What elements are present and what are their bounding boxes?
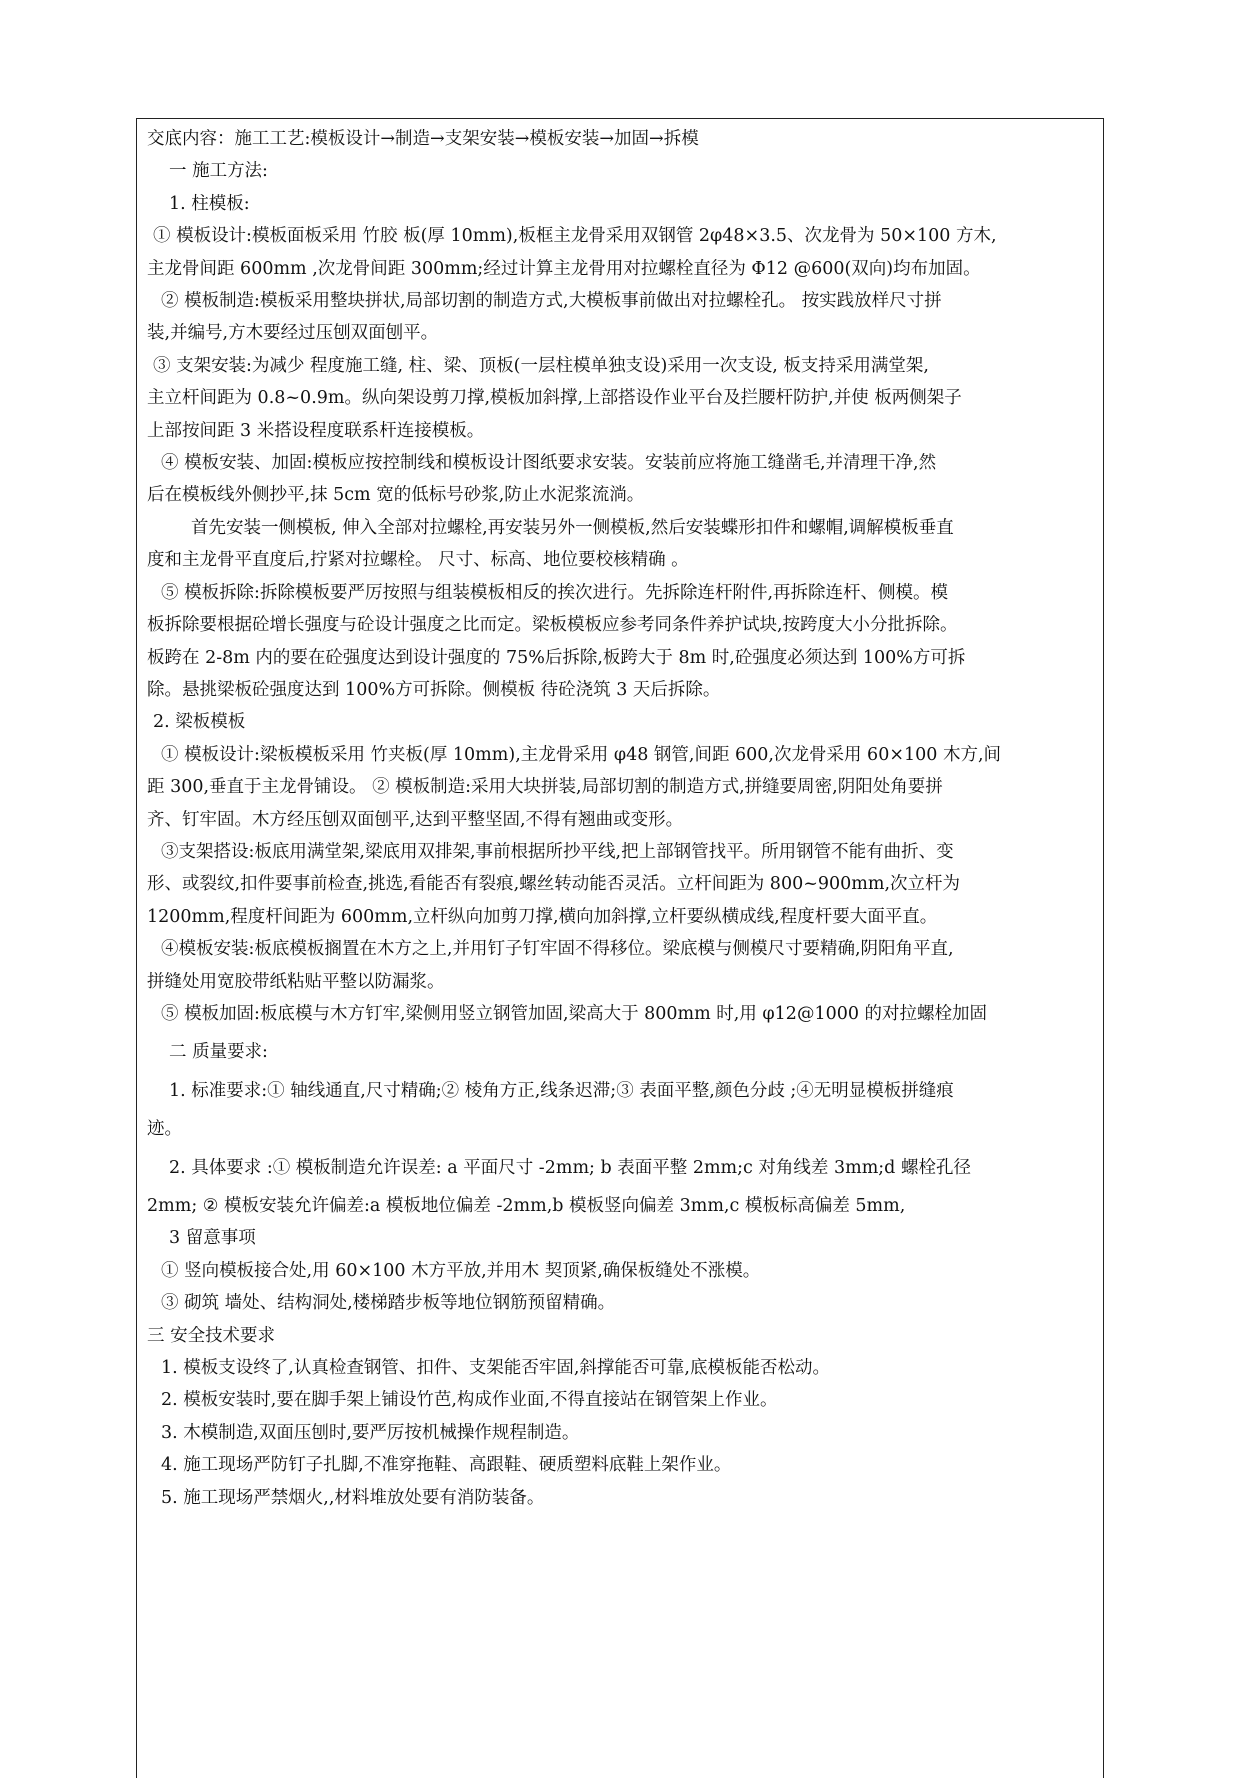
list-item: 5. 施工现场严禁烟火,,材料堆放处要有消防装备。 (161, 1487, 545, 1508)
subsection-heading: 3 留意事项 (169, 1228, 256, 1249)
paragraph-line: 后在模板线外侧抄平,抹 5cm 宽的低标号砂浆,防止水泥浆流淌。 (147, 485, 645, 506)
paragraph-line: 除。悬挑梁板砼强度达到 100%方可拆除。侧模板 待砼浇筑 3 天后拆除。 (147, 679, 721, 700)
paragraph-line: 板拆除要根据砼增长强度与砼设计强度之比而定。梁板模板应参考同条件养护试块,按跨度大小分批拆除。 (147, 615, 958, 636)
paragraph-line: 2. 具体要求 :① 模板制造允许误差: a 平面尺寸 -2mm; b 表面平整 2mm;c 对角线差 3mm;d 螺栓孔径 (169, 1157, 971, 1178)
paragraph-line: ① 模板设计:梁板模板采用 竹夹板(厚 10mm),主龙骨采用 φ48 钢管,间距 600,次龙骨采用 60×100 木方,间 (161, 744, 1002, 765)
list-item: 1. 模板支设终了,认真检查钢管、扣件、支架能否牢固,斜撑能否可靠,底模板能否松动。 (161, 1358, 830, 1379)
paragraph-line: 度和主龙骨平直度后,拧紧对拉螺栓。 尺寸、标高、地位要校核精确 。 (147, 550, 689, 571)
paragraph-line: 首先安装一侧模板, 伸入全部对拉螺栓,再安装另外一侧模板,然后安装蝶形扣件和螺帽,调解模板垂直 (191, 517, 954, 538)
subsection-heading: 1. 柱模板: (169, 193, 250, 214)
paragraph-line: 主龙骨间距 600mm ,次龙骨间距 300mm;经过计算主龙骨用对拉螺栓直径为 Φ12 @600(双向)均布加固。 (147, 258, 981, 279)
paragraph-line: ① 模板设计:模板面板采用 竹胶 板(厚 10mm),板框主龙骨采用双钢管 2φ48×3.5、次龙骨为 50×100 方木, (153, 226, 997, 247)
paragraph-line: ④模板安装:板底模板搁置在木方之上,并用钉子钉牢固不得移位。梁底模与侧模尺寸要精确,阴阳角平直, (161, 939, 954, 960)
paragraph-line: ④ 模板安装、加固:模板应按控制线和模板设计图纸要求安装。安装前应将施工缝凿毛,并清理干净,然 (161, 453, 937, 474)
paragraph-line: 齐、钉牢固。木方经压刨双面刨平,达到平整坚固,不得有翘曲或变形。 (147, 809, 684, 830)
paragraph-line: 1200mm,程度杆间距为 600mm,立杆纵向加剪刀撑,横向加斜撑,立杆要纵横成线,程度杆要大面平直。 (147, 906, 938, 927)
paragraph-line: ③支架搭设:板底用满堂架,梁底用双排架,事前根据所抄平线,把上部钢管找平。所用钢管不能有曲折、变 (161, 841, 954, 862)
paragraph-line: ③ 支架安装:为减少 程度施工缝, 柱、梁、顶板(一层柱模单独支设)采用一次支设, 板支持采用满堂架, (153, 355, 929, 376)
paragraph-line: 2mm; ② 模板安装允许偏差:a 模板地位偏差 -2mm,b 模板竖向偏差 3mm,c 模板标高偏差 5mm, (147, 1196, 906, 1216)
list-item: 4. 施工现场严防钉子扎脚,不准穿拖鞋、高跟鞋、硬质塑料底鞋上架作业。 (161, 1455, 732, 1476)
paragraph-line: 形、或裂纹,扣件要事前检查,挑选,看能否有裂痕,螺丝转动能否灵活。立杆间距为 800~900mm,次立杆为 (147, 874, 961, 895)
paragraph-line: 主立杆间距为 0.8~0.9m。纵向架设剪刀撑,模板加斜撑,上部搭设作业平台及拦腰杆防护,并使 板两侧架子 (147, 388, 962, 409)
paragraph-line: 上部按间距 3 米搭设程度联系杆连接模板。 (147, 420, 485, 441)
section-heading: 一 施工方法: (169, 161, 268, 182)
paragraph-line: 1. 标准要求:① 轴线通直,尺寸精确;② 棱角方正,线条迟滞;③ 表面平整,颜色分歧 ;④无明显模板拼缝痕 (169, 1080, 954, 1101)
subsection-heading: 2. 梁板模板 (153, 712, 246, 733)
heading-content: 交底内容：施工工艺:模板设计→制造→支架安装→模板安装→加固→拆模 (147, 129, 699, 149)
paragraph-line: ② 模板制造:模板采用整块拼状,局部切割的制造方式,大模板事前做出对拉螺栓孔。 按实践放样尺寸拼 (161, 291, 942, 312)
list-item: 2. 模板安装时,要在脚手架上铺设竹芭,构成作业面,不得直接站在钢管架上作业。 (161, 1390, 778, 1411)
list-item: 3. 木模制造,双面压刨时,要严厉按机械操作规程制造。 (161, 1422, 580, 1443)
section-heading: 二 质量要求: (169, 1042, 268, 1063)
content-frame (136, 118, 1104, 1778)
paragraph-line: ⑤ 模板拆除:拆除模板要严厉按照与组装模板相反的挨次进行。先拆除连杆附件,再拆除连杆、侧模。模 (161, 582, 949, 603)
paragraph-line: 拼缝处用宽胶带纸粘贴平整以防漏浆。 (147, 971, 445, 992)
paragraph-line: 装,并编号,方木要经过压刨双面刨平。 (147, 323, 439, 344)
section-heading: 三 安全技术要求 (147, 1325, 276, 1346)
paragraph-line: ⑤ 模板加固:板底模与木方钉牢,梁侧用竖立钢管加固,梁高大于 800mm 时,用 φ12@1000 的对拉螺栓加固 (161, 1003, 988, 1024)
paragraph-line: 板跨在 2-8m 内的要在砼强度达到设计强度的 75%后拆除,板跨大于 8m 时,砼强度必须达到 100%方可拆 (147, 647, 966, 668)
document-body (147, 123, 1095, 1514)
paragraph-line: 距 300,垂直于主龙骨铺设。 ② 模板制造:采用大块拼装,局部切割的制造方式,拼缝要周密,阴阳处角要拼 (147, 777, 943, 798)
paragraph-line: ① 竖向模板接合处,用 60×100 木方平放,并用木 契顶紧,确保板缝处不涨模。 (161, 1260, 761, 1281)
paragraph-line: 迹。 (147, 1119, 182, 1140)
paragraph-line: ③ 砌筑 墙处、结构洞处,楼梯踏步板等地位钢筋预留精确。 (161, 1293, 616, 1314)
